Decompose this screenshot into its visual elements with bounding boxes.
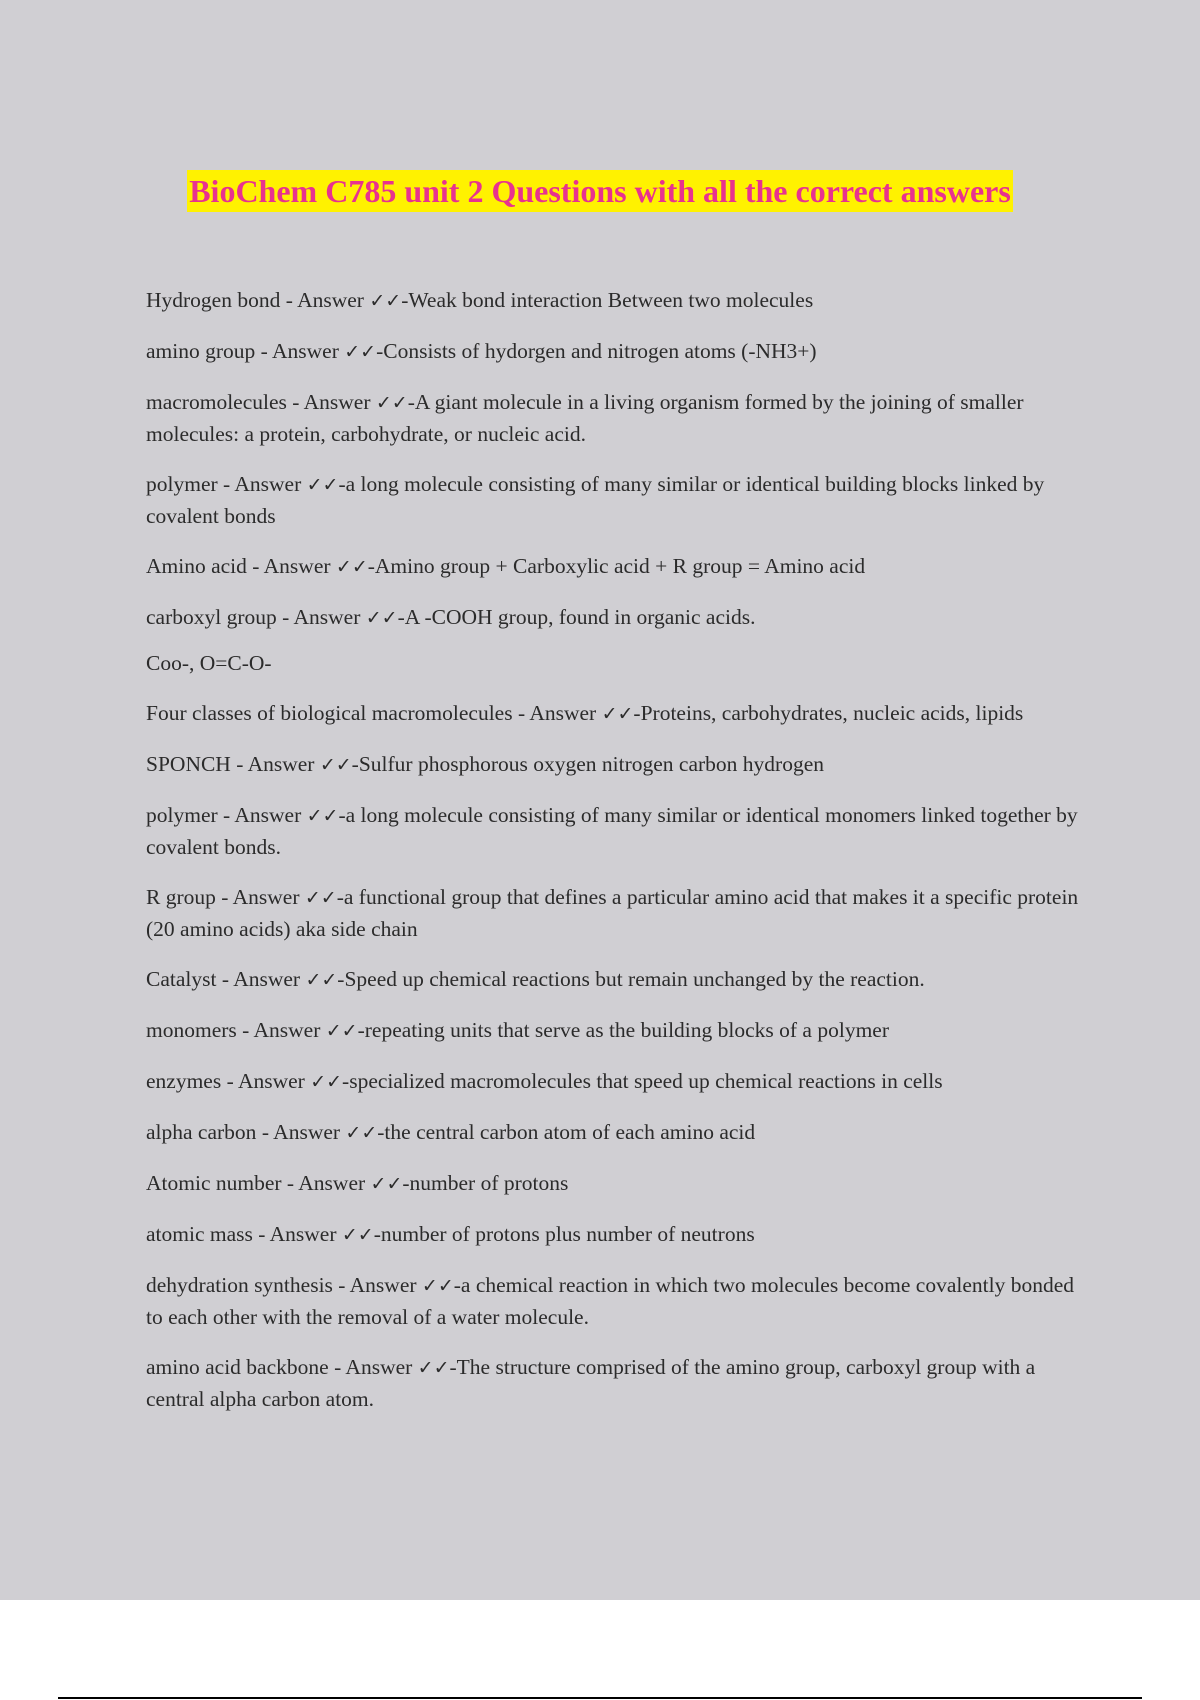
qa-definition: -a functional group that defines a particular amino acid that makes it a specific protein (20 amino acids) aka side chain: [146, 885, 1079, 941]
answer-label: Answer: [263, 554, 331, 578]
qa-definition: -Consists of hydorgen and nitrogen atoms (-NH3+): [376, 339, 817, 363]
qa-definition: -A giant molecule in a living organism formed by the joining of smaller molecules: a protein, carbohydrate, or nucleic acid.: [146, 390, 1024, 446]
double-check-icon: ✓✓: [310, 1071, 343, 1093]
qa-entry: dehydration synthesis - Answer ✓✓-a chemical reaction in which two molecules become covalently bonded to each other with the removal of a water molecule.: [146, 1273, 1075, 1329]
qa-definition: -repeating units that serve as the building blocks of a polymer: [357, 1018, 889, 1042]
qa-entry: macromolecules - Answer ✓✓-A giant molecule in a living organism formed by the joining of smaller molecules: a protein, carbohydrate, or nucleic acid.: [146, 390, 1024, 446]
answer-label: Answer: [345, 1355, 413, 1379]
double-check-icon: ✓✓: [375, 392, 408, 414]
double-check-icon: ✓✓: [305, 969, 338, 991]
answer-label: Answer: [272, 339, 339, 363]
qa-term: macromolecules: [146, 390, 287, 414]
double-check-icon: ✓✓: [417, 1357, 450, 1379]
double-check-icon: ✓✓: [304, 887, 337, 909]
double-check-icon: ✓✓: [365, 607, 398, 629]
qa-definition: -Proteins, carbohydrates, nucleic acids, lipids: [633, 701, 1024, 725]
qa-definition: -The structure comprised of the amino group, carboxyl group with a central alpha carbon atom.: [146, 1355, 1036, 1411]
qa-entry: Catalyst - Answer ✓✓-Speed up chemical reactions but remain unchanged by the reaction.: [146, 967, 925, 991]
qa-definition: -a long molecule consisting of many similar or identical building blocks linked by covalent bonds: [146, 472, 1045, 528]
qa-term: Atomic number: [146, 1171, 282, 1195]
answer-label: Answer: [234, 803, 302, 827]
qa-entry: R group - Answer ✓✓-a functional group that defines a particular amino acid that makes it a specific protein (20 amino acids) aka side chain: [146, 885, 1079, 941]
qa-term: polymer: [146, 472, 218, 496]
qa-entry: polymer - Answer ✓✓-a long molecule consisting of many similar or identical building blocks linked by covalent bonds: [146, 472, 1045, 528]
qa-entry: Atomic number - Answer ✓✓-number of protons: [146, 1171, 569, 1195]
double-check-icon: ✓✓: [370, 1173, 403, 1195]
double-check-icon: ✓✓: [601, 703, 634, 725]
qa-entry: Four classes of biological macromolecules - Answer ✓✓-Proteins, carbohydrates, nucleic acids, lipids: [146, 701, 1024, 725]
qa-term: R group: [146, 885, 216, 909]
double-check-icon: ✓✓: [335, 556, 368, 578]
qa-entry: atomic mass - Answer ✓✓-number of protons plus number of neutrons: [146, 1222, 755, 1246]
answer-label: Answer: [237, 1069, 305, 1093]
double-check-icon: ✓✓: [306, 805, 339, 827]
qa-term: atomic mass: [146, 1222, 253, 1246]
answer-label: Answer: [233, 967, 301, 991]
qa-term: amino group: [146, 339, 256, 363]
double-check-icon: ✓✓: [325, 1020, 358, 1042]
title-wrapper: [0, 170, 1200, 212]
qa-entry: amino acid backbone - Answer ✓✓-The structure comprised of the amino group, carboxyl group with a central alpha carbon atom.: [146, 1355, 1036, 1411]
qa-entry: alpha carbon - Answer ✓✓-the central carbon atom of each amino acid: [146, 1120, 756, 1144]
qa-definition: -number of protons: [402, 1171, 569, 1195]
qa-definition: -Speed up chemical reactions but remain unchanged by the reaction.: [337, 967, 925, 991]
double-check-icon: ✓✓: [319, 754, 352, 776]
qa-definition: -A -COOH group, found in organic acids.: [397, 605, 756, 629]
answer-label: Answer: [253, 1018, 321, 1042]
footer-divider: [58, 1697, 1142, 1699]
qa-definition: -Amino group + Carboxylic acid + R group = Amino acid: [367, 554, 866, 578]
qa-term: dehydration synthesis: [146, 1273, 333, 1297]
double-check-icon: ✓✓: [345, 1122, 378, 1144]
double-check-icon: ✓✓: [341, 1224, 374, 1246]
qa-term: enzymes: [146, 1069, 222, 1093]
answer-label: Answer: [232, 885, 300, 909]
qa-continuation-line: Coo-, O=C-O-: [146, 651, 272, 675]
answer-label: Answer: [269, 1222, 337, 1246]
qa-definition: -number of protons plus number of neutrons: [373, 1222, 755, 1246]
qa-term: alpha carbon: [146, 1120, 257, 1144]
qa-term: amino acid backbone: [146, 1355, 329, 1379]
answer-label: Answer: [293, 605, 361, 629]
qa-entry: monomers - Answer ✓✓-repeating units that serve as the building blocks of a polymer: [146, 1018, 889, 1042]
qa-term: SPONCH: [146, 752, 231, 776]
qa-list: [146, 285, 1096, 1434]
answer-label: Answer: [303, 390, 371, 414]
qa-entry: polymer - Answer ✓✓-a long molecule consisting of many similar or identical monomers linked together by covalent bonds.: [146, 803, 1078, 859]
double-check-icon: ✓✓: [306, 474, 339, 496]
qa-definition: -specialized macromolecules that speed up chemical reactions in cells: [342, 1069, 943, 1093]
qa-term: Hydrogen bond: [146, 288, 281, 312]
qa-definition: -Sulfur phosphorous oxygen nitrogen carbon hydrogen: [351, 752, 824, 776]
answer-label: Answer: [529, 701, 597, 725]
double-check-icon: ✓✓: [369, 290, 402, 312]
qa-definition: -Weak bond interaction Between two molecules: [401, 288, 814, 312]
double-check-icon: ✓✓: [421, 1275, 454, 1297]
qa-entry: Amino acid - Answer ✓✓-Amino group + Carboxylic acid + R group = Amino acid: [146, 554, 866, 578]
qa-term: monomers: [146, 1018, 237, 1042]
answer-label: Answer: [298, 1171, 366, 1195]
qa-entry: amino group - Answer ✓✓-Consists of hydorgen and nitrogen atoms (-NH3+): [146, 339, 817, 363]
qa-definition: -a chemical reaction in which two molecules become covalently bonded to each other with the removal of a water molecule.: [146, 1273, 1075, 1329]
qa-term: polymer: [146, 803, 218, 827]
qa-term: carboxyl group: [146, 605, 277, 629]
qa-term: Catalyst: [146, 967, 217, 991]
answer-label: Answer: [234, 472, 302, 496]
qa-term: Four classes of biological macromolecules: [146, 701, 513, 725]
answer-label: Answer: [247, 752, 315, 776]
qa-term: Amino acid: [146, 554, 247, 578]
qa-entry: enzymes - Answer ✓✓-specialized macromolecules that speed up chemical reactions in cells: [146, 1069, 943, 1093]
qa-entry: carboxyl group - Answer ✓✓-A -COOH group, found in organic acids.: [146, 605, 756, 629]
answer-label: Answer: [297, 288, 364, 312]
qa-entry: SPONCH - Answer ✓✓-Sulfur phosphorous oxygen nitrogen carbon hydrogen: [146, 752, 824, 776]
document-title: BioChem C785 unit 2 Questions with all the correct answers: [187, 170, 1013, 212]
qa-definition: -the central carbon atom of each amino acid: [377, 1120, 756, 1144]
answer-label: Answer: [349, 1273, 417, 1297]
qa-definition: -a long molecule consisting of many similar or identical monomers linked together by covalent bonds.: [146, 803, 1078, 859]
page-footer-area: [0, 1600, 1200, 1700]
answer-label: Answer: [273, 1120, 341, 1144]
double-check-icon: ✓✓: [344, 341, 377, 363]
qa-entry: Hydrogen bond - Answer ✓✓-Weak bond interaction Between two molecules: [146, 288, 814, 312]
